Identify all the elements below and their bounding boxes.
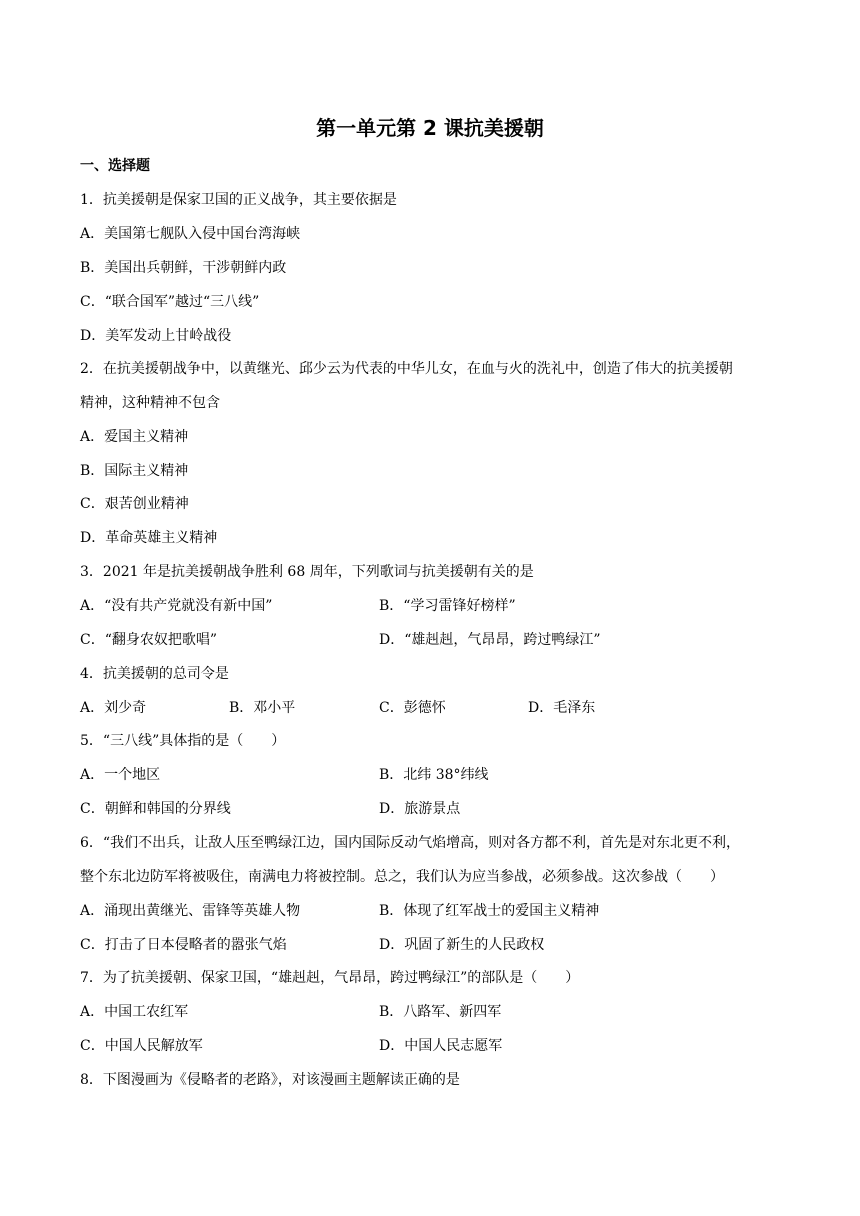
question-1-option-c: C．“联合国军”越过“三八线” xyxy=(80,294,260,310)
question-1-stem: 1．抗美援朝是保家卫国的正义战争，其主要依据是 xyxy=(80,192,397,208)
question-6-option-a: A．涌现出黄继光、雷锋等英雄人物 xyxy=(80,903,301,919)
question-6-stem-line-2: 整个东北边防军将被吸住，南满电力将被控制。总之，我们认为应当参战，必须参战。这次参战（ ） xyxy=(80,869,724,885)
question-7-option-c: C．中国人民解放军 xyxy=(80,1038,203,1054)
question-3-option-c: C．“翻身农奴把歌唱” xyxy=(80,632,218,648)
question-2-option-c: C．艰苦创业精神 xyxy=(80,496,189,512)
question-8-stem: 8．下图漫画为《侵略者的老路》，对该漫画主题解读正确的是 xyxy=(80,1072,460,1088)
question-3-option-b: B．“学习雷锋好榜样” xyxy=(379,598,516,614)
question-7-option-a: A．中国工农红军 xyxy=(80,1004,189,1020)
question-4-option-a: A．刘少奇 xyxy=(80,700,147,716)
question-7-option-b: B．八路军、新四军 xyxy=(379,1004,502,1020)
question-4-option-c: C．彭德怀 xyxy=(379,700,446,716)
question-4-option-b: B．邓小平 xyxy=(229,700,296,716)
question-2-option-b: B．国际主义精神 xyxy=(80,463,189,479)
question-6-option-c: C．打击了日本侵略者的嚣张气焰 xyxy=(80,937,287,953)
page-title: 第一单元第 2 课抗美援朝 xyxy=(316,116,544,140)
question-3-option-a: A．“没有共产党就没有新中国” xyxy=(80,598,273,614)
question-1-option-a: A．美国第七舰队入侵中国台湾海峡 xyxy=(80,226,301,242)
question-2-stem-line-1: 2．在抗美援朝战争中，以黄继光、邱少云为代表的中华儿女，在血与火的洗礼中，创造了伟大的抗美援朝 xyxy=(80,361,733,377)
question-2-stem-line-2: 精神，这种精神不包含 xyxy=(80,395,220,411)
question-3-option-d: D．“雄赳赳，气昂昂，跨过鸭绿江” xyxy=(379,632,601,648)
question-4-option-d: D．毛泽东 xyxy=(528,700,596,716)
question-6-option-d: D．巩固了新生的人民政权 xyxy=(379,937,545,953)
question-2-option-a: A．爱国主义精神 xyxy=(80,429,189,445)
question-2-option-d: D．革命英雄主义精神 xyxy=(80,530,218,546)
question-3-stem: 3．2021 年是抗美援朝战争胜利 68 周年，下列歌词与抗美援朝有关的是 xyxy=(80,564,534,580)
question-6-option-b: B．体现了红军战士的爱国主义精神 xyxy=(379,903,600,919)
question-4-stem: 4．抗美援朝的总司令是 xyxy=(80,666,229,682)
section-heading: 一、选择题 xyxy=(80,158,150,174)
question-1-option-d: D．美军发动上甘岭战役 xyxy=(80,328,232,344)
question-5-option-c: C．朝鲜和韩国的分界线 xyxy=(80,801,231,817)
question-7-stem: 7．为了抗美援朝、保家卫国，“雄赳赳，气昂昂，跨过鸭绿江”的部队是（ ） xyxy=(80,970,580,986)
question-7-option-d: D．中国人民志愿军 xyxy=(379,1038,503,1054)
question-5-option-b: B．北纬 38°纬线 xyxy=(379,767,489,783)
question-5-option-a: A．一个地区 xyxy=(80,767,161,783)
question-1-option-b: B．美国出兵朝鲜，干涉朝鲜内政 xyxy=(80,260,287,276)
question-5-option-d: D．旅游景点 xyxy=(379,801,461,817)
question-6-stem-line-1: 6．“我们不出兵，让敌人压至鸭绿江边，国内国际反动气焰增高，则对各方都不利，首先是对东北更不利， xyxy=(80,835,741,851)
question-5-stem: 5．“三八线”具体指的是（ ） xyxy=(80,733,286,749)
